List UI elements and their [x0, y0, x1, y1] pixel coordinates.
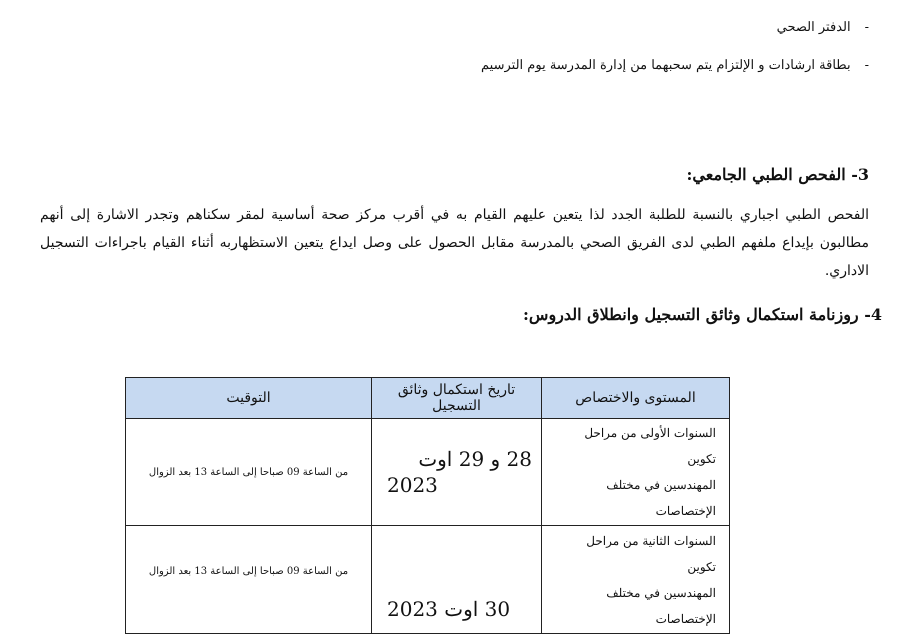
section-3-paragraph: الفحص الطبي اجباري بالنسبة للطلبة الجدد لذا يتعين عليهم القيام به في أقرب مركز صحة أساسية لمقر سكناهم وتجدر الاشارة إلى أنهم مطالبون بإيداع ملفهم الطبي لدى الفريق الصحي بالمدرسة مقابل الحصول على وصل ايداع يتعين الاستظهاربه أثناء القيام باجراءات التسجيل الاداري.	[40, 207, 869, 279]
bullet-marker: -	[864, 20, 869, 35]
date-cell	[372, 526, 542, 634]
table-header-row	[126, 378, 730, 419]
bullet-text: الدفتر الصحي	[776, 20, 851, 35]
bullet-text: بطاقة ارشادات و الإلتزام يتم سحبهما من إدارة المدرسة يوم الترسيم	[481, 58, 851, 73]
level-line: المهندسين في مختلف الإختصاصات	[606, 478, 716, 518]
time-cell: من الساعة 09 صباحا إلى الساعة 13 بعد الزوال	[126, 419, 372, 526]
date-year: 2023	[387, 473, 438, 497]
date-cell	[372, 419, 542, 526]
column-header-time: التوقيت	[126, 378, 372, 419]
section-4-heading: 4- روزنامة استكمال وثائق التسجيل وانطلاق الدروس:	[523, 305, 882, 324]
level-line: المهندسين في مختلف الإختصاصات	[606, 585, 716, 626]
schedule-table	[125, 377, 730, 634]
bullet-item	[777, 20, 869, 35]
section-3-heading: 3- الفحص الطبي الجامعي:	[686, 165, 869, 184]
date-line: 28 و 29 اوت	[418, 447, 532, 471]
date-text: 30 اوت 2023	[387, 597, 511, 621]
time-cell: من الساعة 09 صباحا إلى الساعة 13 بعد الزوال	[126, 526, 372, 634]
bullet-item	[481, 58, 869, 73]
column-header-date: تاريخ استكمال وثائق التسجيل	[372, 378, 542, 419]
level-line: السنوات الأولى من مراحل تكوين	[584, 426, 716, 466]
level-cell	[542, 526, 730, 634]
bullet-marker: -	[864, 58, 869, 73]
column-header-level: المستوى والاختصاص	[542, 378, 730, 419]
level-cell	[542, 419, 730, 526]
table-row	[126, 526, 730, 634]
level-line: السنوات الثانية من مراحل تكوين	[586, 533, 716, 574]
table-row	[126, 419, 730, 526]
